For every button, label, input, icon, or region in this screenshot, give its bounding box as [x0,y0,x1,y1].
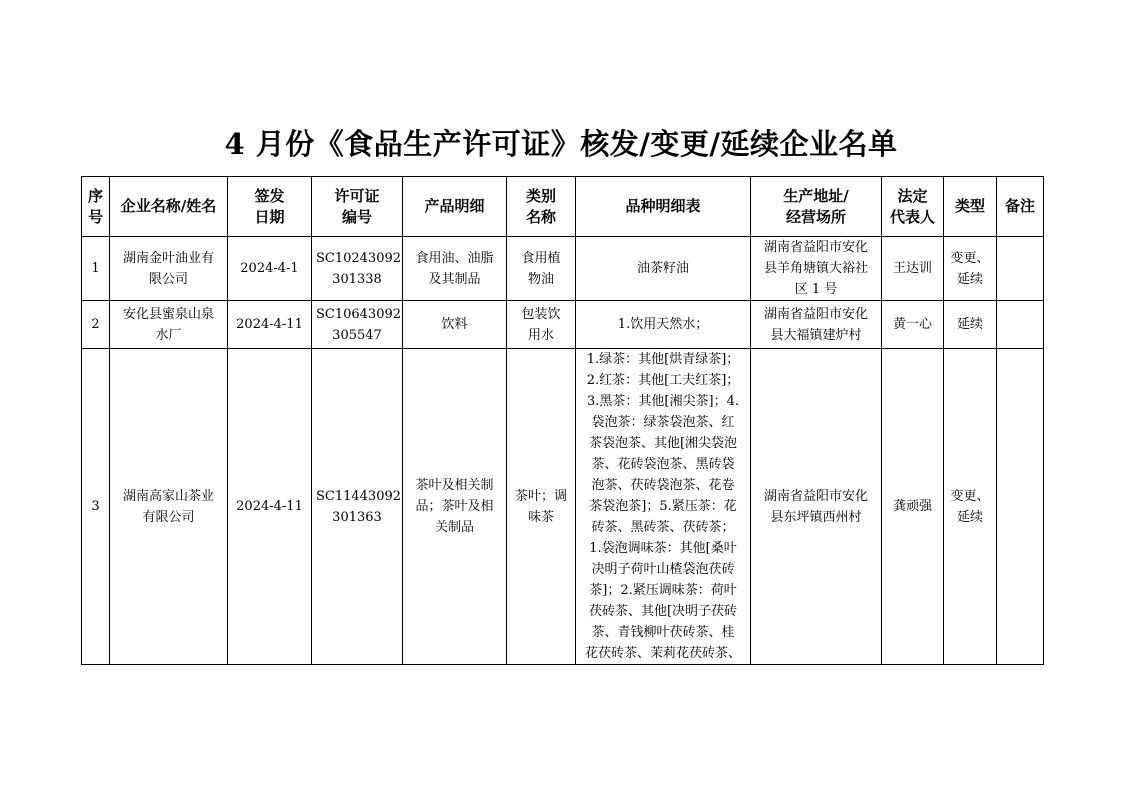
header-address: 生产地址/ 经营场所 [751,177,882,237]
cell-note [997,301,1044,349]
cell-type: 延续 [944,301,997,349]
header-legal-rep: 法定 代表人 [882,177,944,237]
cell-product-details: 茶叶及相关制 品；茶叶及相 关制品 [403,349,507,665]
table-row [82,301,1044,349]
cell-issue-date: 2024-4-1 [228,237,312,301]
cell-variety-details: 1.绿茶：其他[烘青绿茶]； 2.红茶：其他[工夫红茶]； 3.黑茶：其他[湘尖茶]；4. 袋泡茶：绿茶袋泡茶、红 茶袋泡茶、其他[湘尖袋泡 茶、花砖袋泡茶、黑砖袋 泡茶、茯砖袋泡茶、花卷 茶袋泡茶]；5.紧压茶：花 砖茶、黑砖茶、茯砖茶； 1.袋泡调味茶：其他[桑叶 决明子荷叶山楂袋泡茯砖 茶]；2.紧压调味茶：荷叶 茯砖茶、其他[决明子茯砖 茶、青钱柳叶茯砖茶、桂 花茯砖茶、茉莉花茯砖茶、 [576,349,751,665]
cell-legal-rep: 王达训 [882,237,944,301]
cell-note [997,349,1044,665]
table-header-row [82,177,1044,237]
header-type: 类型 [944,177,997,237]
header-note: 备注 [997,177,1044,237]
cell-product-details: 食用油、油脂 及其制品 [403,237,507,301]
cell-variety-details: 1.饮用天然水； [576,301,751,349]
cell-product-details: 饮料 [403,301,507,349]
cell-category: 食用植 物油 [507,237,576,301]
cell-variety-details: 油茶籽油 [576,237,751,301]
document-title: 4 月份《食品生产许可证》核发/变更/延续企业名单 [224,127,898,161]
header-product-details: 产品明细 [403,177,507,237]
header-issue-date: 签发 日期 [228,177,312,237]
cell-company-name: 湖南高家山茶业 有限公司 [110,349,228,665]
header-variety-details: 品种明细表 [576,177,751,237]
cell-seq: 2 [82,301,110,349]
cell-license-number: SC10643092 305547 [312,301,403,349]
cell-type: 变更、 延续 [944,237,997,301]
cell-company-name: 安化县蜜泉山泉 水厂 [110,301,228,349]
table-row [82,349,1044,665]
cell-type: 变更、 延续 [944,349,997,665]
license-table [81,176,1044,665]
cell-legal-rep: 黄一心 [882,301,944,349]
cell-category: 包装饮 用水 [507,301,576,349]
cell-company-name: 湖南金叶油业有 限公司 [110,237,228,301]
cell-seq: 3 [82,349,110,665]
cell-note [997,237,1044,301]
cell-address: 湖南省益阳市安化 县大福镇建炉村 [751,301,882,349]
header-license-number: 许可证 编号 [312,177,403,237]
cell-legal-rep: 龚顽强 [882,349,944,665]
table-row [82,237,1044,301]
cell-issue-date: 2024-4-11 [228,349,312,665]
header-category: 类别 名称 [507,177,576,237]
cell-address: 湖南省益阳市安化 县羊角塘镇大裕社 区 1 号 [751,237,882,301]
cell-license-number: SC10243092 301338 [312,237,403,301]
cell-address: 湖南省益阳市安化 县东坪镇西州村 [751,349,882,665]
header-company-name: 企业名称/姓名 [110,177,228,237]
cell-license-number: SC11443092 301363 [312,349,403,665]
header-seq: 序 号 [82,177,110,237]
cell-issue-date: 2024-4-11 [228,301,312,349]
cell-category: 茶叶；调 味茶 [507,349,576,665]
cell-seq: 1 [82,237,110,301]
